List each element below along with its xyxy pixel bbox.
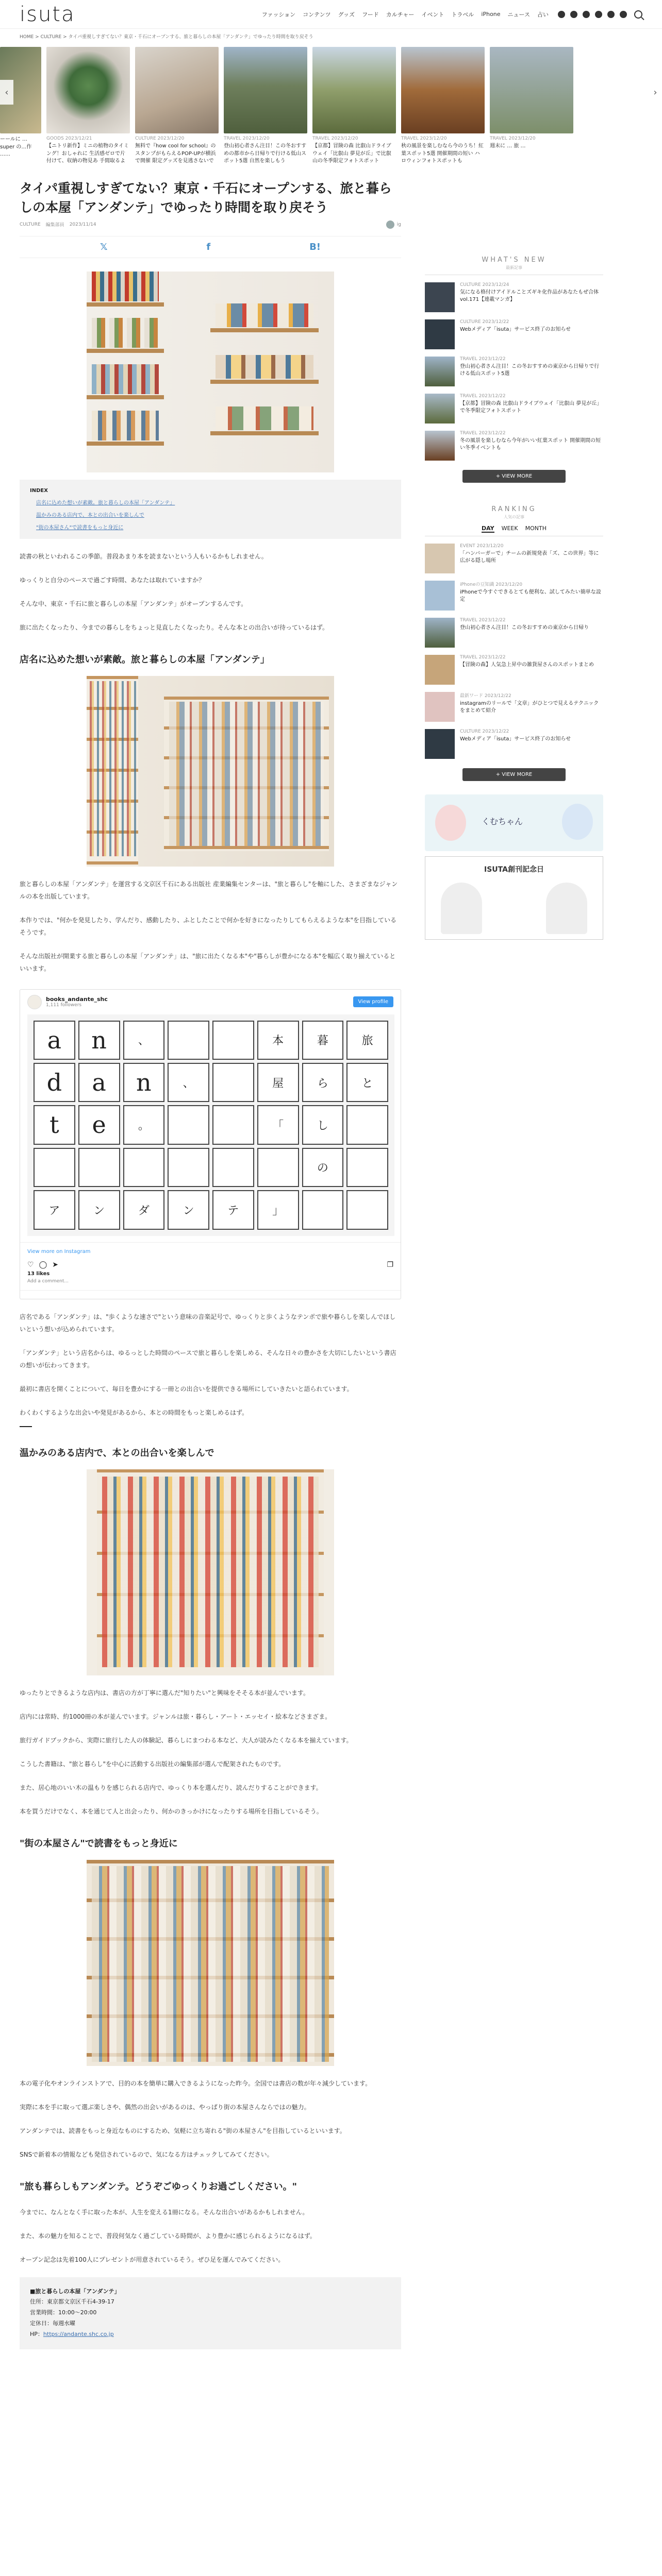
bookmark-icon[interactable]: ❐ xyxy=(387,1260,393,1269)
item-meta: TRAVEL 2023/12/22 xyxy=(460,654,506,660)
instagram-avatar[interactable] xyxy=(27,995,42,1009)
article-date: 2023/11/14 xyxy=(69,222,96,227)
sidebar xyxy=(425,174,603,2349)
letter-tile xyxy=(257,1148,299,1187)
carousel-card[interactable] xyxy=(401,47,485,165)
article-title: タイパ重視しすぎてない？東京・千石にオープンする、旅と暮らしの本屋「アンダンテ」でゆったり時間を取り戻そう xyxy=(20,180,392,215)
card-meta: TRAVEL 2023/12/20 xyxy=(312,136,358,141)
letter-tile xyxy=(302,1190,344,1229)
item-title: Webメディア「isuta」サービス終了のお知らせ xyxy=(460,326,571,332)
heart-icon[interactable]: ♡ xyxy=(27,1260,34,1269)
letter-tile xyxy=(346,1190,388,1229)
letter-tile: a xyxy=(34,1021,75,1060)
toc-link[interactable]: "街の本屋さん"で読書をもっと身近に xyxy=(36,524,124,531)
widget-title: RANKING xyxy=(491,505,537,513)
thumbnail xyxy=(425,655,455,685)
carousel-card[interactable] xyxy=(224,47,307,165)
list-item[interactable] xyxy=(425,692,603,722)
list-item[interactable] xyxy=(425,655,603,685)
letter-tile: 屋 xyxy=(257,1063,299,1102)
paragraph: そんな出版社が開業する旅と暮らしの本屋「アンダンテ」は、"旅に出たくなる本"や"暮らしが豊かになる本"を幅広く取り揃えているといいます。 xyxy=(20,952,396,972)
nav-item-fortune[interactable]: 占い xyxy=(537,11,549,18)
letter-tile: ン xyxy=(78,1190,120,1229)
letter-tile xyxy=(212,1063,254,1102)
thumbnail xyxy=(425,581,455,611)
item-meta: TRAVEL 2023/12/22 xyxy=(460,430,506,436)
carousel-card[interactable] xyxy=(135,47,219,165)
carousel-card[interactable] xyxy=(490,47,573,165)
list-item[interactable] xyxy=(425,319,603,349)
store-hours: 営業時間：10:00〜20:00 xyxy=(30,2309,97,2316)
avatar xyxy=(386,221,394,229)
instagram-header xyxy=(20,990,401,1014)
section-heading: 店名に込めた想いが素敵。旅と暮らしの本屋「アンダンテ」 xyxy=(20,654,270,665)
letter-tile: と xyxy=(346,1063,388,1102)
letter-tile xyxy=(168,1148,209,1187)
thumbnail xyxy=(425,618,455,648)
list-item[interactable] xyxy=(425,581,603,611)
letter-tile xyxy=(212,1148,254,1187)
store-shelf-image-3 xyxy=(87,1860,334,2066)
carousel-card[interactable] xyxy=(312,47,396,165)
letter-tile: 、 xyxy=(123,1021,165,1060)
letter-tile: n xyxy=(78,1021,120,1060)
thumbnail xyxy=(425,357,455,386)
letter-tile: の xyxy=(302,1148,344,1187)
nav-item-event[interactable]: イベント xyxy=(421,11,444,18)
paragraph: そんな中、東京・千石に旅と暮らしの本屋「アンダンテ」がオープンするんです。 xyxy=(20,600,247,607)
letter-tile xyxy=(78,1148,120,1187)
carousel-next-button[interactable]: › xyxy=(649,80,662,105)
store-interior-image xyxy=(87,676,334,867)
item-meta: TRAVEL 2023/12/22 xyxy=(460,393,506,399)
carousel-card[interactable] xyxy=(46,47,130,165)
nav-item-news[interactable]: ニュース xyxy=(507,11,530,18)
toc-link[interactable]: 店名に込めた想いが素敵。旅と暮らしの本屋「アンダンテ」 xyxy=(36,500,175,506)
article xyxy=(20,174,401,2349)
thumbnail xyxy=(425,394,455,423)
comment-icon[interactable]: ◯ xyxy=(39,1260,47,1269)
letter-tile xyxy=(212,1021,254,1060)
thumbnail xyxy=(425,431,455,461)
item-meta: CULTURE 2023/12/22 xyxy=(460,319,509,325)
view-more-button[interactable]: + VIEW MORE xyxy=(462,470,566,483)
paragraph: 読書の秋といわれるこの季節。普段あまり本を読まないという人もいるかもしれません。 xyxy=(20,552,268,560)
instagram-comment-input[interactable]: Add a comment... xyxy=(20,1277,401,1291)
site-logo[interactable]: isuta xyxy=(20,2,75,26)
item-title: iPhoneで今すぐできるとても便利な、試してみたい簡単な設定 xyxy=(460,589,601,602)
paragraph: 実際に本を手に取って選ぶ楽しさや、偶然の出会いがあるのは、やっぱり街の本屋さんならではの魅力。 xyxy=(20,2103,310,2111)
card-meta: TRAVEL 2023/12/20 xyxy=(224,136,270,141)
item-title: 【京都】冒険の森 比叡山ドライブウェイ「比叡山 夢見が丘」で冬季限定フォトスポット xyxy=(460,400,602,414)
card-title: 登山初心者さん注目！この冬おすすめの都市から日帰りで行ける低山スポット5選 自然を楽しもう xyxy=(224,143,307,164)
list-item[interactable] xyxy=(425,394,603,423)
article-author-label: 編集部員 xyxy=(45,223,64,228)
list-item[interactable] xyxy=(425,618,603,648)
paragraph: わくわくするような出会いや発見があるから、本との時間をもっと楽しめるはず。 xyxy=(20,1409,249,1416)
paragraph: ゆっくりと自分のペースで過ごす時間、あなたは取れていますか？ xyxy=(20,576,205,584)
author-name: ig xyxy=(396,222,401,227)
item-meta: iPhoneの豆知識 2023/12/20 xyxy=(460,582,523,587)
section-heading: 温かみのある店内で、本との出合いを楽しんで xyxy=(20,1447,214,1459)
paragraph: 店内には常時、約1000冊の本が並んでいます。ジャンルは旅・暮らし・アート・エッセイ・絵本などさまざま。 xyxy=(20,1713,332,1720)
instagram-account[interactable]: books_andante_shc xyxy=(46,996,108,1003)
instagram-embed xyxy=(20,989,401,1299)
letter-tile xyxy=(34,1148,75,1187)
paragraph: ゆったりとできるような店内は、書店の方が丁寧に選んだ"知りたい"と興味をそそる本が並んでいます。 xyxy=(20,1689,309,1697)
thumbnail xyxy=(425,729,455,759)
card-title: 【京都】冒険の森 比叡山ドライブウェイ「比叡山 夢見が丘」で比叡山の冬季限定フォトスポット xyxy=(312,143,391,164)
paragraph: 今までに、なんとなく手に取った本が、人生を変える1冊になる。そんな出合いがあるかもしれません。 xyxy=(20,2208,309,2216)
social-links xyxy=(558,11,627,18)
list-item[interactable] xyxy=(425,431,603,461)
tab-month[interactable]: MONTH xyxy=(525,524,547,532)
table-of-contents xyxy=(20,480,401,539)
section-heading: "旅も暮らしもアンダンテ。どうぞごゆっくりお過ごしください。" xyxy=(20,2181,297,2192)
hero-bookshelf-image xyxy=(87,272,334,472)
article-meta xyxy=(20,221,401,229)
store-hp-link[interactable]: https://andante.shc.co.jp xyxy=(43,2331,114,2338)
tab-week[interactable]: WEEK xyxy=(501,524,518,532)
main-nav xyxy=(262,10,549,19)
paragraph: 旅行ガイドブックから、実際に旅行した人の体験記、暮らしにまつわる本など、大人が読みたくなる本を揃えています。 xyxy=(20,1736,353,1744)
letter-tile: n xyxy=(123,1063,165,1102)
tiktok-icon[interactable] xyxy=(607,11,615,18)
featured-carousel xyxy=(0,44,662,174)
twitter-icon[interactable] xyxy=(558,11,565,18)
widget-title: WHAT'S NEW xyxy=(482,256,547,264)
twitter-share-icon[interactable]: 𝕏 xyxy=(100,241,108,252)
instagram-likes: 13 likes xyxy=(27,1270,50,1277)
card-title: 【ニトリ新作】ミニの植物のタイミング！おしゃれに 生活感ゼロで片付けて、収納の物見あ 手間取るよ xyxy=(46,143,129,164)
thumbnail xyxy=(425,319,455,349)
item-title: 登山初心者さん注目！この冬おすすめの東京から日帰り xyxy=(460,624,589,631)
bookshelf-image-2 xyxy=(87,1469,334,1675)
nav-item-travel[interactable]: トラベル xyxy=(451,11,474,18)
view-more-instagram-link[interactable]: View more on Instagram xyxy=(20,1242,401,1259)
facebook-icon[interactable] xyxy=(570,11,577,18)
whats-new-widget xyxy=(425,256,603,483)
item-title: 【冒険の森】人気急上昇中の雑貨屋さんのスポットまとめ xyxy=(460,662,594,668)
nav-item-iphone[interactable]: iPhone xyxy=(481,11,501,18)
paragraph: 「アンダンテ」という店名からは、ゆるっとした時間のペースで旅と暮らしを楽しめる、そんな日々の豊かさを大切にしたいという書店の想いが伝わってきます。 xyxy=(20,1349,396,1369)
letter-tile: 旅 xyxy=(346,1021,388,1060)
paragraph: こうした書籍は、"旅と暮らし"を中心に活動する出版社の編集部が選んで配架されたものです。 xyxy=(20,1760,285,1768)
card-meta: GOODS 2023/12/21 xyxy=(46,136,92,141)
instagram-post-image[interactable] xyxy=(27,1014,394,1236)
item-meta: EVENT 2023/12/20 xyxy=(460,543,504,549)
paragraph: 本を買うだけでなく、本を通じて人と出会ったり、何かのきっかけになったりする場所を目指しているそう。 xyxy=(20,1807,323,1815)
letter-tile: 「 xyxy=(257,1105,299,1144)
widget-subtitle: 人気の記事 xyxy=(504,514,524,519)
store-address: 住所：東京都文京区千石4-39-17 xyxy=(30,2298,114,2306)
paragraph: また、本の魅力を知ることで、普段何気なく過ごしている時間が、より豊かに感じられるようになるはず。 xyxy=(20,2232,316,2240)
letter-tile: a xyxy=(78,1063,120,1102)
banner-text: ISUTA創刊記念日 xyxy=(484,865,544,874)
item-title: 気になる格付けアイドルことズギキ化作品があなたもぜ合体 vol.171【連載マンガ】 xyxy=(460,289,599,302)
list-item[interactable] xyxy=(425,357,603,386)
article-category[interactable]: CULTURE xyxy=(20,222,41,227)
banner-text: くむちゃん xyxy=(482,816,523,826)
nav-item-goods[interactable]: グッズ xyxy=(338,11,355,18)
card-image xyxy=(401,47,485,133)
paragraph: SNSで新着本の情報なども発信されているので、気になる方はチェックしてみてください。 xyxy=(20,2150,273,2158)
nav-item-food[interactable]: フード xyxy=(362,11,379,18)
paragraph: オープン記念は先着100人にプレゼントが用意されているそう。ぜひ足を運んでみてください。 xyxy=(20,2256,285,2263)
item-meta: TRAVEL 2023/12/22 xyxy=(460,356,506,362)
paragraph: 旅と暮らしの本屋「アンダンテ」を運営する文京区千石にある出版社 産業編集センターは、"旅と暮らし"を軸にした、さまざまなジャンルの本を出版しています。 xyxy=(20,880,398,900)
card-image xyxy=(224,47,307,133)
divider xyxy=(20,1426,32,1427)
anniversary-banner[interactable] xyxy=(425,856,603,940)
letter-tile xyxy=(168,1021,209,1060)
widget-subtitle: 最新記事 xyxy=(506,265,522,270)
pinterest-icon[interactable] xyxy=(595,11,602,18)
letter-tile: 。 xyxy=(123,1105,165,1144)
card-title: ーールに …super の…作 …… xyxy=(0,137,32,157)
letter-tile: 暮 xyxy=(302,1021,344,1060)
item-meta: CULTURE 2023/12/24 xyxy=(460,282,509,287)
nav-item-culture[interactable]: カルチャー xyxy=(386,11,415,18)
hatena-share-icon[interactable]: B! xyxy=(309,241,321,252)
item-title: 登山初心者さん注目！この冬おすすめの東京から日帰りで行ける低山スポット5選 xyxy=(460,363,600,377)
promo-banner[interactable] xyxy=(425,794,603,851)
paragraph: 本作りでは、"何かを発見したり、学んだり、感動したり、ふとしたことで何かを好きになったりしてもらえるような本"を目指しているそうです。 xyxy=(20,916,397,936)
item-meta: CULTURE 2023/12/22 xyxy=(460,728,509,734)
carousel-card[interactable] xyxy=(0,47,41,165)
letter-tile xyxy=(346,1148,388,1187)
ranking-tabs xyxy=(425,525,603,536)
carousel-prev-button[interactable]: ‹ xyxy=(0,80,13,105)
nav-item-contents[interactable]: コンテンツ xyxy=(303,11,331,18)
card-title: 週末に … 旅 … xyxy=(490,143,526,149)
hp-label: HP： xyxy=(30,2331,43,2338)
view-profile-button[interactable]: View profile xyxy=(353,996,394,1007)
letter-tile: 本 xyxy=(257,1021,299,1060)
card-image xyxy=(46,47,130,133)
letter-tile: e xyxy=(78,1105,120,1144)
item-meta: 最新ワード 2023/12/22 xyxy=(460,693,511,699)
toc-title: INDEX xyxy=(30,487,48,494)
share-bar xyxy=(20,236,401,258)
thumbnail xyxy=(425,282,455,312)
nav-item-fashion[interactable]: ファッション xyxy=(261,11,296,18)
letter-tile: テ xyxy=(212,1190,254,1229)
instagram-icon[interactable] xyxy=(583,11,590,18)
thumbnail xyxy=(425,692,455,722)
facebook-share-icon[interactable]: f xyxy=(206,241,211,252)
card-title: 無料で『how cool for school』のスタンプがもらえるPOP-UPが横浜で開催 限定グッズを見逃さないで xyxy=(135,143,216,164)
paragraph: 最初に書店を開くことについて、毎日を豊かにする一冊との出合いを提供できる場所にしていきたいと語られています。 xyxy=(20,1385,353,1393)
letter-tile xyxy=(346,1105,388,1144)
item-title: 冬の風景を楽しむなら今年がいい紅葉スポット 開催期間の短い冬季イベントも xyxy=(460,437,601,451)
card-title: 秋の風景を楽しむなら今のうち！紅葉スポット5選 開催期間の短い ハロウィンフォトスポットも xyxy=(401,143,484,164)
store-hp xyxy=(30,2329,391,2340)
card-meta: CULTURE 2023/12/20 xyxy=(135,136,185,141)
letter-tile: ア xyxy=(34,1190,75,1229)
instagram-actions xyxy=(20,1259,401,1271)
paragraph: また、居心地のいい木の温もりを感じられる店内で、ゆっくり本を選んだり、読んだりすることができます。 xyxy=(20,1784,322,1791)
letter-tile xyxy=(168,1105,209,1144)
item-title: 「ハンバーガーで」チームの新規発表「ズ、この世界」等に広がる隠し場所 xyxy=(460,550,599,564)
store-info-box xyxy=(20,2277,401,2349)
card-meta: TRAVEL 2023/12/20 xyxy=(490,136,536,141)
paragraph: アンダンテでは、読書をもっと身近なものにするため、気軽に立ち寄れる"街の本屋さん"を目指しているといいます。 xyxy=(20,2127,346,2134)
letter-tile: ダ xyxy=(123,1190,165,1229)
letter-tile: 、 xyxy=(168,1063,209,1102)
section-heading: "街の本屋さん"で読書をもっと身近に xyxy=(20,1838,178,1849)
store-info-title: ■旅と暮らしの本屋「アンダンテ」 xyxy=(30,2287,120,2295)
send-icon[interactable]: ➤ xyxy=(52,1260,58,1269)
youtube-icon[interactable] xyxy=(620,11,627,18)
item-meta: TRAVEL 2023/12/22 xyxy=(460,617,506,623)
letter-tile: し xyxy=(302,1105,344,1144)
thumbnail xyxy=(425,544,455,573)
list-item[interactable] xyxy=(425,282,603,312)
search-icon[interactable] xyxy=(634,10,642,19)
paragraph: 店名である「アンダンテ」は、"歩くような速さで"という意味の音楽記号で、ゆっくりと歩くようなテンポで旅や暮らしを楽しんでほしいという想いが込められています。 xyxy=(20,1313,396,1333)
card-image xyxy=(490,47,573,133)
letter-tile: ン xyxy=(168,1190,209,1229)
ranking-widget xyxy=(425,505,603,781)
toc-link[interactable]: 温かみのある店内で、本との出合いを楽しんで xyxy=(36,512,144,518)
item-title: Webメディア「isuta」サービス終了のお知らせ xyxy=(460,736,571,742)
letter-tile: 」 xyxy=(257,1190,299,1229)
item-title: instagramのリールで「文章」がひとつで見えるテクニックをまとめて紹介 xyxy=(460,700,599,714)
card-meta: TRAVEL 2023/12/20 xyxy=(401,136,447,141)
store-closed: 定休日：毎週水曜 xyxy=(30,2320,75,2327)
letter-tile: ら xyxy=(302,1063,344,1102)
letter-tile: d xyxy=(34,1063,75,1102)
view-more-button[interactable]: + VIEW MORE xyxy=(462,768,566,781)
list-item[interactable] xyxy=(425,544,603,573)
letter-tile: t xyxy=(34,1105,75,1144)
paragraph: 本の電子化やオンラインストアで、目的の本を簡単に購入できるようになった昨今。全国では書店の数が年々減少しています。 xyxy=(20,2079,372,2087)
card-image xyxy=(135,47,219,133)
list-item[interactable] xyxy=(425,729,603,759)
breadcrumb[interactable]: HOME > CULTURE > タイパ重視しすぎてない？東京・千石にオープンする、旅と暮らしの本屋「アンダンテ」でゆったり時間を取り戻そう xyxy=(20,35,313,40)
tab-day[interactable]: DAY xyxy=(482,524,494,532)
instagram-followers: 1,111 followers xyxy=(46,1003,82,1008)
article-author[interactable] xyxy=(386,221,401,229)
site-header xyxy=(0,0,662,29)
paragraph: 旅に出たくなったり、今までの暮らしをちょっと見直したくなったり。そんな本との出合いが待っているはず。 xyxy=(20,623,329,631)
letter-tile xyxy=(212,1105,254,1144)
letter-tile xyxy=(123,1148,165,1187)
card-image xyxy=(312,47,396,133)
